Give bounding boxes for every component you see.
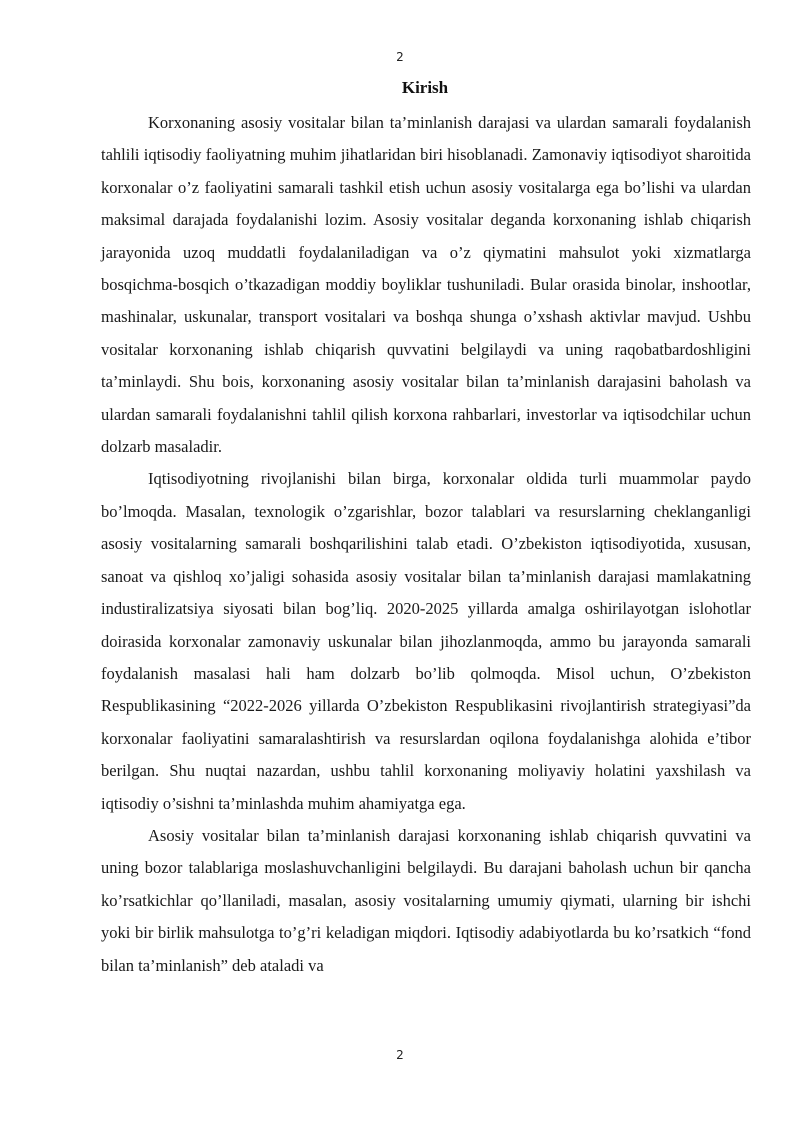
paragraph: Korxonaning asosiy vositalar bilan ta’minlanish darajasi va ulardan samarali foydalanish tahlili iqtisodiy faoliyatning muhim jihatlaridan biri hisoblanadi. Zamonaviy iqtisodiyot sharoitida korxonalar o’z faoliyatini samarali tashkil etish uchun asosiy vositalarga ega bo’lishi va ulardan maksimal darajada foydalanishi lozim. Asosiy vositalar deganda korxonaning ishlab chiqarish jarayonida uzoq muddatli foydalaniladigan va o’z qiymatini mahsulot yoki xizmatlarga bosqichma-bosqich o’tkazadigan moddiy boyliklar tushuniladi. Bular orasida binolar, inshootlar, mashinalar, uskunalar, transport vositalari va boshqa shunga o’xshash aktivlar mavjud. Ushbu vositalar korxonaning ishlab chiqarish quvvatini belgilaydi va uning raqobatbardoshligini ta’minlaydi. Shu bois, korxonaning asosiy vositalar bilan ta’minlanish darajasini baholash va ulardan samarali foydalanishni tahlil qilish korxona rahbarlari, investorlar va iqtisodchilar uchun dolzarb masaladir. (101, 113, 751, 457)
page-number-top: 2 (396, 50, 404, 64)
paragraph: Iqtisodiyotning rivojlanishi bilan birga, korxonalar oldida turli muammolar paydo bo’lmoqda. Masalan, texnologik o’zgarishlar, bozor talablari va resurslarning cheklanganligi asosiy vositalarning samarali boshqarilishini talab etadi. O’zbekiston iqtisodiyotida, xususan, sanoat va qishloq xo’jaligi sohasida asosiy vositalar bilan ta’minlanish darajasi mamlakatning industiralizatsiya siyosati bilan bog’liq. 2020-2025 yillarda amalga oshirilayotgan islohotlar doirasida korxonalar zamonaviy uskunalar bilan jihozlanmoqda, ammo bu jarayonda samarali foydalanish masalasi hali ham dolzarb bo’lib qolmoqda. Misol uchun, O’zbekiston Respublikasining “2022-2026 yillarda O’zbekiston Respublikasini rivojlantirish strategiyasi”da korxonalar faoliyatini samaralashtirish va resurslardan oqilona foydalanishga alohida e’tibor berilgan. Shu nuqtai nazardan, ushbu tahlil korxonaning moliyaviy holatini yaxshilash va iqtisodiy o’sishni ta’minlashda muhim ahamiyatga ega. (101, 469, 751, 813)
page-number-bottom: 2 (396, 1048, 404, 1062)
section-heading: Kirish (401, 78, 449, 97)
body-text (101, 107, 751, 982)
paragraph: Asosiy vositalar bilan ta’minlanish darajasi korxonaning ishlab chiqarish quvvatini va uning bozor talablariga moslashuvchanligini belgilaydi. Bu darajani baholash uchun bir qancha ko’rsatkichlar qo’llaniladi, masalan, asosiy vositalarning umumiy qiymati, ularning bir ishchi yoki bir birlik mahsulotga to’g’ri keladigan miqdori. Iqtisodiy adabiyotlarda bu ko’rsatkich “fond bilan ta’minlanish” deb ataladi va (101, 825, 751, 975)
